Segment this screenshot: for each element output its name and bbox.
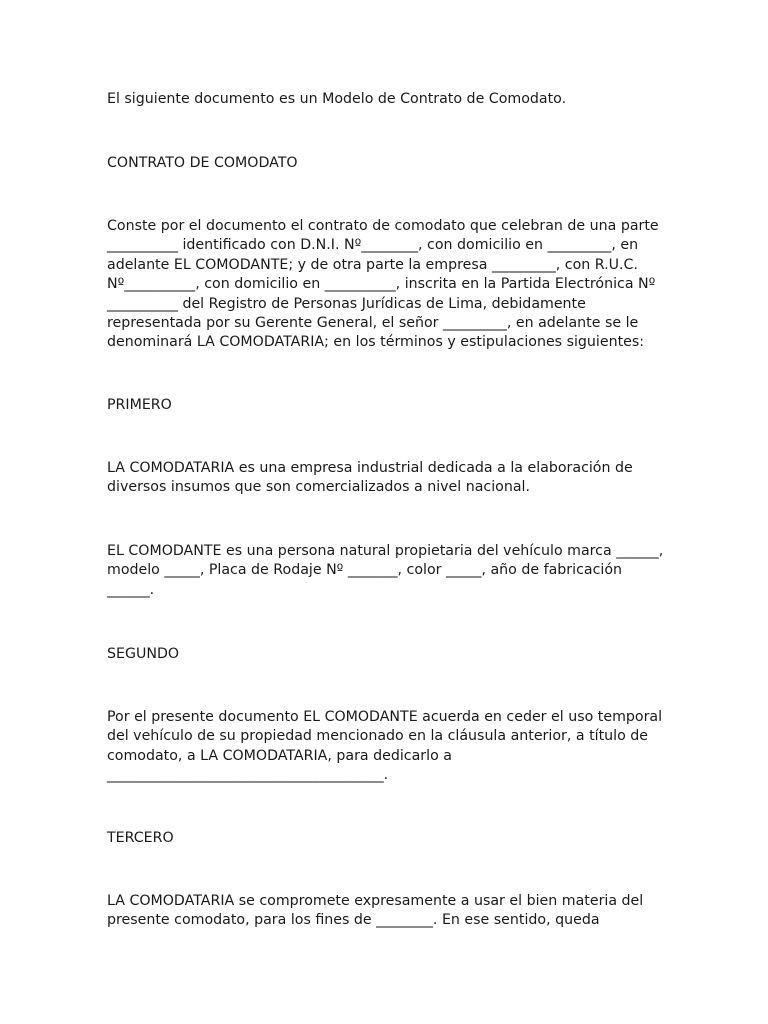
body-line: modelo _____, Placa de Rodaje Nº _______, color _____, año de fabricación (107, 562, 622, 579)
body-line: LA COMODATARIA se compromete expresamente a usar el bien materia del (107, 893, 644, 909)
intro-paragraph (107, 90, 667, 109)
preamble-line: representada por su Gerente General, el señor _________, en adelante se le (107, 315, 639, 332)
preamble-paragraph (107, 217, 667, 353)
document-title (107, 154, 667, 173)
preamble-line: Conste por el documento el contrato de comodato que celebran de una parte (107, 218, 659, 234)
preamble-line: Nº__________, con domicilio en __________, inscrita en la Partida Electrónica Nº (107, 276, 656, 293)
body-line: comodato, a LA COMODATARIA, para dedicarlo a (107, 747, 452, 764)
clause-1-paragraph-2 (107, 542, 667, 600)
body-line: Por el presente documento EL COMODANTE acuerda en ceder el uso temporal (107, 709, 663, 725)
body-line: LA COMODATARIA es una empresa industrial dedicada a la elaboración de (107, 460, 633, 476)
preamble-line: __________ del Registro de Personas Jurídicas de Lima, debidamente (107, 295, 586, 312)
preamble-line: adelante EL COMODANTE; y de otra parte la empresa _________, con R.U.C. (107, 256, 638, 273)
body-line: diversos insumos que son comercializados a nivel nacional. (107, 479, 530, 496)
body-line: ______. (107, 581, 155, 598)
body-line: _______________________________________. (107, 767, 389, 784)
clause-3-paragraph-1 (107, 892, 667, 931)
heading-line: PRIMERO (107, 397, 172, 413)
clause-2-paragraph-1 (107, 708, 667, 786)
body-line: EL COMODANTE es una persona natural propietaria del vehículo marca ______, (107, 543, 664, 559)
preamble-line: denominará LA COMODATARIA; en los términos y estipulaciones siguientes: (107, 334, 645, 351)
clause-1-paragraph-1 (107, 459, 667, 498)
heading-line: SEGUNDO (107, 646, 180, 662)
body-line: presente comodato, para los fines de ________. En ese sentido, queda (107, 912, 600, 929)
body-line: del vehículo de su propiedad mencionado en la cláusula anterior, a título de (107, 728, 648, 745)
preamble-line: __________ identificado con D.N.I. Nº________, con domicilio en _________, en (107, 237, 639, 254)
clause-2-heading (107, 645, 667, 664)
heading-line: TERCERO (107, 830, 174, 846)
clause-1-heading (107, 396, 667, 415)
intro-line: El siguiente documento es un Modelo de Contrato de Comodato. (107, 91, 567, 107)
title-line: CONTRATO DE COMODATO (107, 155, 298, 171)
clause-3-heading (107, 829, 667, 848)
